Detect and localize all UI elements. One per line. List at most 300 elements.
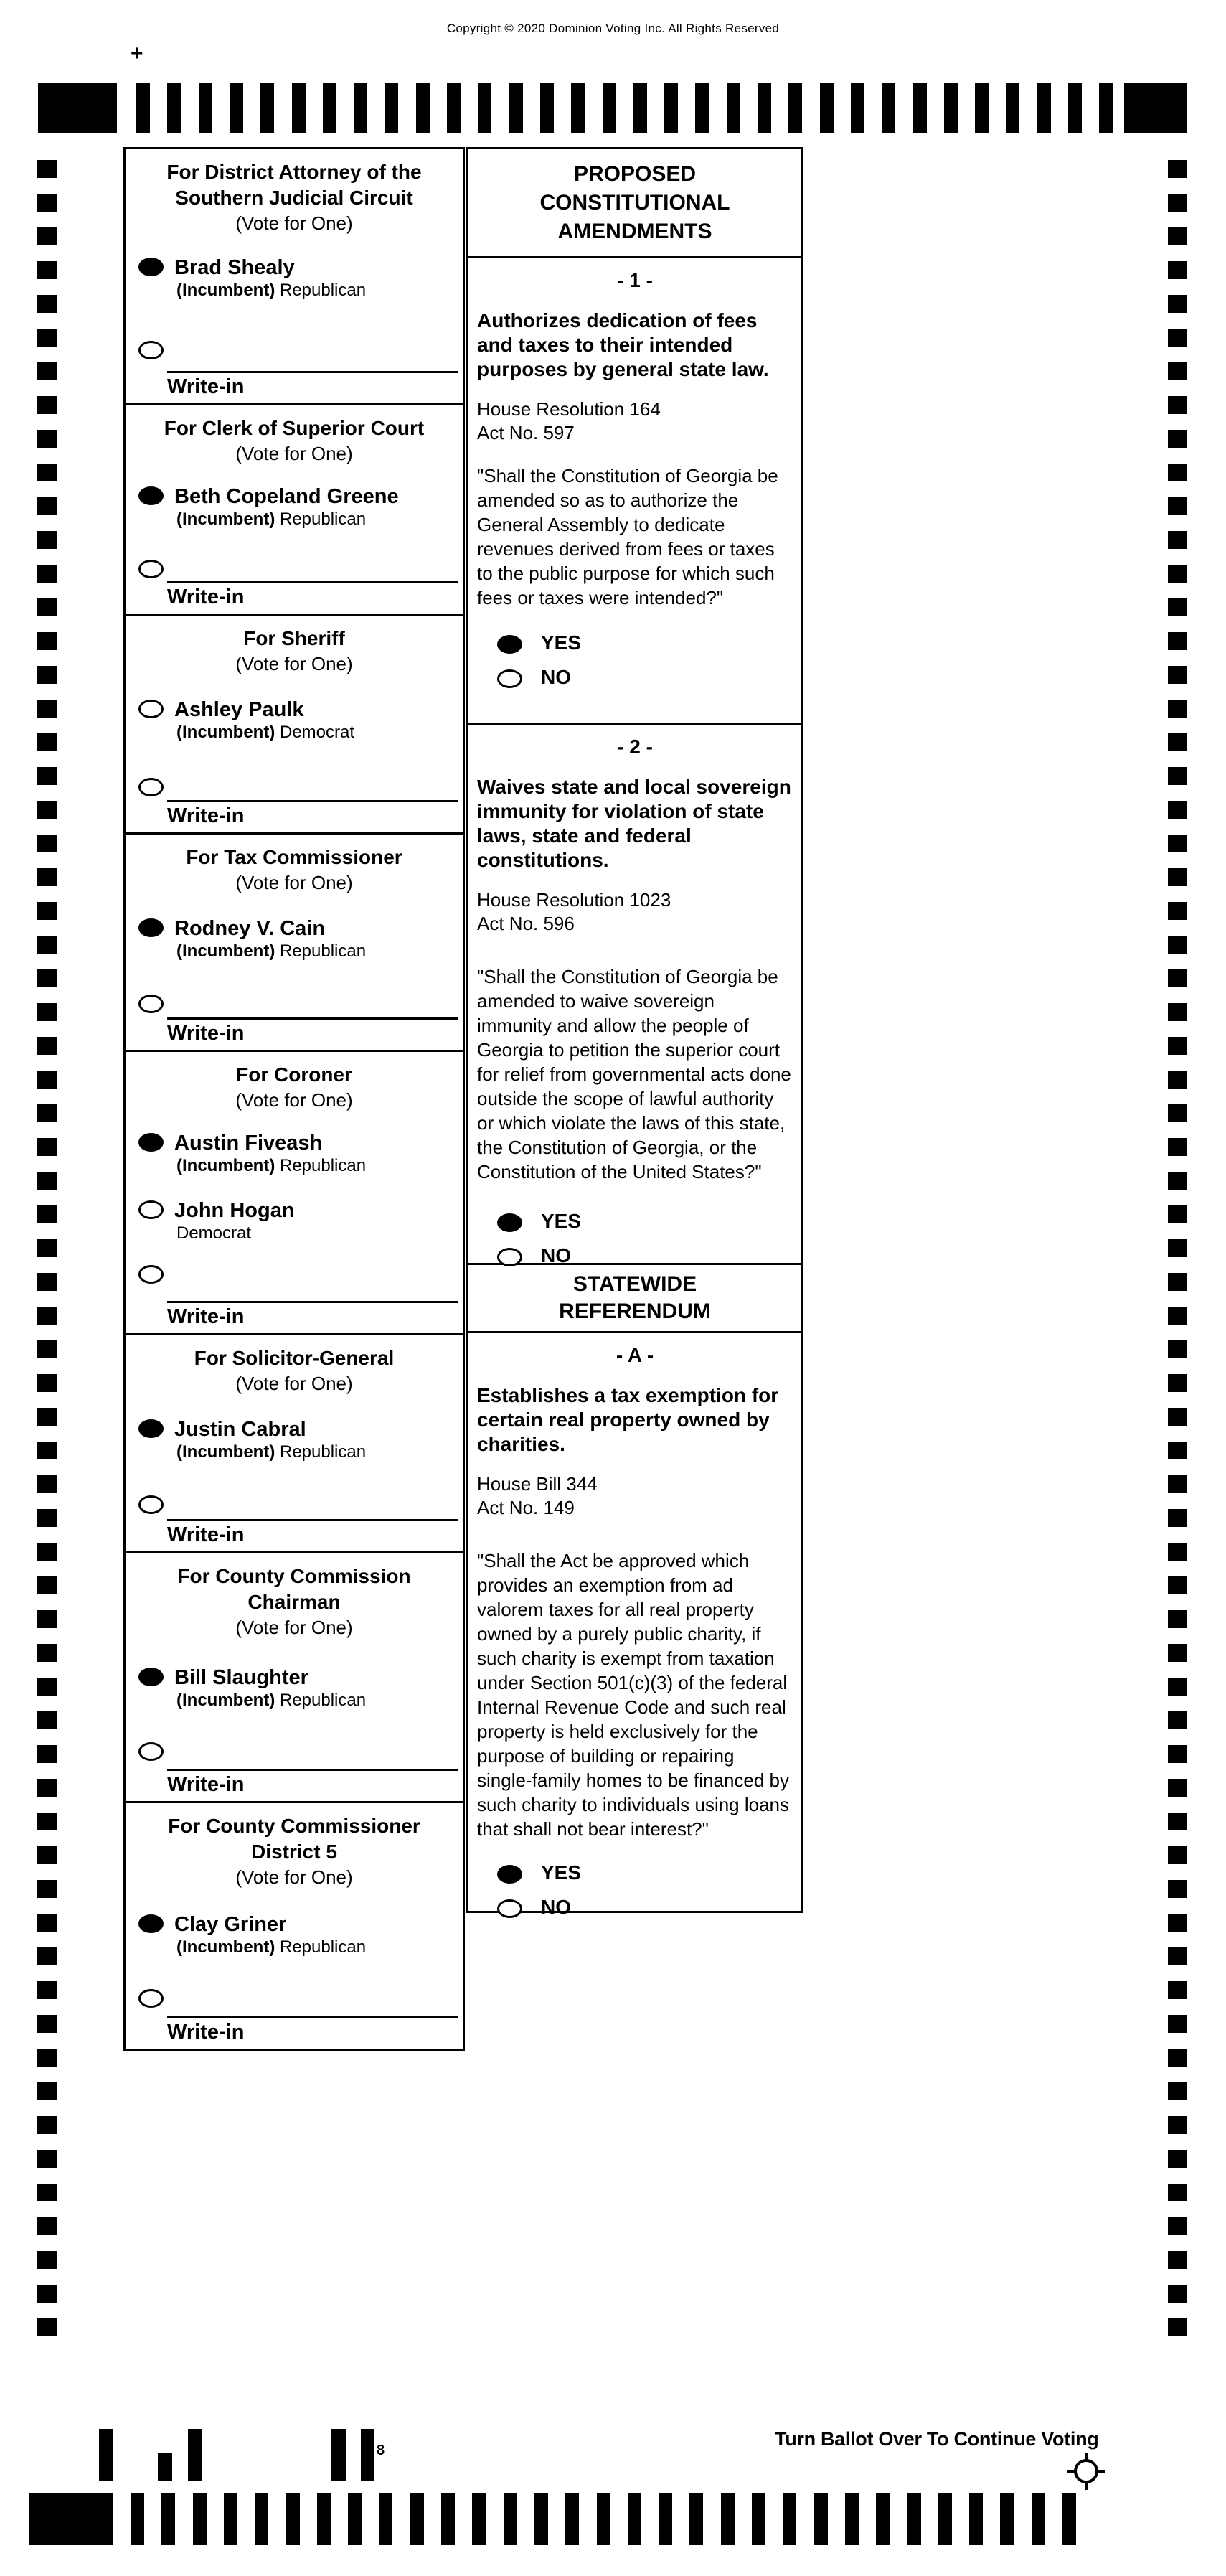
no-option-row <box>477 666 793 689</box>
contest-title: For Clerk of Superior Court <box>164 417 425 439</box>
write-in-label: Write-in <box>167 375 245 398</box>
candidate-party: (Incumbent) Republican <box>176 1937 367 1957</box>
contest-county-commissioner-district-5 <box>126 1803 463 2049</box>
timing-mark <box>1168 1779 1187 1797</box>
timing-mark <box>1168 2285 1187 2303</box>
yes-oval[interactable] <box>497 1865 522 1884</box>
contest-title: For Coroner <box>236 1063 352 1086</box>
timing-mark <box>633 83 647 133</box>
timing-mark <box>1168 632 1187 650</box>
timing-mark <box>820 83 834 133</box>
write-in-oval-row <box>126 1740 463 1764</box>
write-in-oval-row <box>126 1987 463 2011</box>
write-in-oval[interactable] <box>138 1989 164 2008</box>
candidate-name: John Hogan <box>174 1199 295 1222</box>
write-in-area[interactable] <box>167 581 458 609</box>
write-in-area[interactable] <box>167 1017 458 1045</box>
timing-mark <box>37 632 57 650</box>
timing-mark <box>1168 767 1187 785</box>
measure-summary: Authorizes dedication of fees and taxes to their intended purposes by general state law. <box>477 309 769 380</box>
timing-mark <box>1006 83 1019 133</box>
timing-mark <box>876 2493 890 2545</box>
timing-mark <box>37 902 57 920</box>
timing-mark <box>37 2116 57 2134</box>
contest-title: For Sheriff <box>243 627 345 649</box>
measures-column <box>466 147 803 1918</box>
plus-registration-mark: + <box>131 42 143 65</box>
timing-mark <box>37 936 57 954</box>
timing-mark <box>1168 1273 1187 1291</box>
timing-mark <box>1168 430 1187 448</box>
copyright-notice: Copyright © 2020 Dominion Voting Inc. All Rights Reserved <box>446 22 780 35</box>
contest-tax-commissioner <box>126 835 463 1052</box>
timing-mark <box>1168 2116 1187 2134</box>
timing-mark <box>37 1947 57 1965</box>
timing-mark <box>695 83 709 133</box>
measure-act-number: Act No. 597 <box>477 422 575 443</box>
timing-mark <box>385 83 398 133</box>
timing-mark <box>161 2493 175 2545</box>
timing-mark <box>1168 1711 1187 1729</box>
timing-mark <box>37 1071 57 1089</box>
candidate-party: (Incumbent) Democrat <box>176 723 355 742</box>
write-in-oval[interactable] <box>138 1265 164 1284</box>
timing-mark <box>1168 261 1187 279</box>
timing-mark <box>478 83 491 133</box>
timing-mark <box>37 464 57 481</box>
timing-mark <box>37 1846 57 1864</box>
timing-mark <box>1168 362 1187 380</box>
vote-for-instruction: (Vote for One) <box>235 1089 353 1111</box>
timing-mark <box>1168 1138 1187 1156</box>
timing-mark <box>37 1644 57 1662</box>
timing-mark <box>230 83 243 133</box>
timing-mark <box>1168 666 1187 684</box>
timing-mark <box>37 362 57 380</box>
timing-mark <box>1168 1307 1187 1325</box>
timing-mark <box>37 1745 57 1763</box>
timing-mark <box>1168 1610 1187 1628</box>
timing-mark <box>1168 1442 1187 1459</box>
no-label: NO <box>541 666 571 688</box>
candidate-oval[interactable] <box>138 258 164 276</box>
statewide-referendum-header-text: STATEWIDE REFERENDUM <box>559 1272 711 1323</box>
timing-mark <box>1168 497 1187 515</box>
write-in-oval[interactable] <box>138 778 164 796</box>
barcode-bar <box>99 2429 113 2481</box>
timing-mark <box>37 1307 57 1325</box>
write-in-oval[interactable] <box>138 341 164 359</box>
timing-mark <box>1168 565 1187 583</box>
timing-mark <box>37 1880 57 1898</box>
timing-mark <box>37 1711 57 1729</box>
candidate-party: Democrat <box>176 1223 252 1243</box>
candidate-row <box>126 1912 463 1958</box>
write-in-label: Write-in <box>167 1022 245 1045</box>
vote-for-instruction: (Vote for One) <box>235 653 353 674</box>
timing-mark <box>37 1340 57 1358</box>
timing-mark <box>1168 1678 1187 1696</box>
write-in-oval-row <box>126 1263 463 1287</box>
timing-mark <box>37 666 57 684</box>
timing-mark <box>1168 194 1187 212</box>
timing-mark <box>37 1779 57 1797</box>
timing-mark <box>37 1273 57 1291</box>
timing-mark <box>1168 2184 1187 2201</box>
timing-mark <box>37 1408 57 1426</box>
timing-mark <box>1168 1846 1187 1864</box>
write-in-oval[interactable] <box>138 560 164 578</box>
yes-oval[interactable] <box>497 1213 522 1232</box>
timing-mark <box>323 83 336 133</box>
write-in-label: Write-in <box>167 1523 245 1546</box>
timing-mark <box>37 1610 57 1628</box>
timing-mark <box>29 2493 113 2545</box>
candidate-name: Brad Shealy <box>174 256 295 279</box>
contest-title: For County Commission Chairman <box>177 1565 411 1613</box>
timing-mark <box>37 1374 57 1392</box>
contest-district-attorney <box>126 149 463 405</box>
timing-mark <box>1168 1205 1187 1223</box>
no-oval[interactable] <box>497 669 522 688</box>
timing-mark <box>348 2493 362 2545</box>
no-label: NO <box>541 1896 571 1918</box>
measure-references <box>477 888 793 936</box>
timing-mark <box>540 83 554 133</box>
timing-mark <box>354 83 367 133</box>
contest-solicitor-general <box>126 1335 463 1553</box>
timing-mark <box>1168 2015 1187 2033</box>
contest-sheriff <box>126 616 463 835</box>
candidate-row <box>126 484 463 530</box>
timing-mark <box>1168 396 1187 414</box>
timing-mark <box>1168 801 1187 819</box>
timing-mark <box>37 2184 57 2201</box>
candidate-name: Rodney V. Cain <box>174 917 326 940</box>
timing-mark <box>37 1813 57 1830</box>
barcode-bar <box>361 2429 374 2481</box>
timing-mark <box>37 1239 57 1257</box>
measure-resolution: House Resolution 164 <box>477 398 661 420</box>
barcode-bar <box>188 2429 202 2481</box>
right-timing-marks <box>1168 160 1187 2341</box>
timing-mark <box>131 2493 144 2545</box>
timing-mark <box>1168 160 1187 178</box>
timing-mark <box>37 733 57 751</box>
timing-mark <box>814 2493 828 2545</box>
write-in-area[interactable] <box>167 1769 458 1797</box>
candidate-party: (Incumbent) Republican <box>176 1156 367 1175</box>
timing-mark <box>1168 1543 1187 1561</box>
timing-mark <box>441 2493 455 2545</box>
candidate-row <box>126 916 463 962</box>
yes-option-row <box>477 1210 793 1233</box>
timing-mark <box>1168 2082 1187 2100</box>
timing-mark <box>1168 2049 1187 2067</box>
timing-mark <box>37 1543 57 1561</box>
timing-mark <box>975 83 989 133</box>
timing-mark <box>37 1442 57 1459</box>
vote-for-instruction: (Vote for One) <box>235 212 353 234</box>
timing-mark <box>37 396 57 414</box>
timing-mark <box>659 2493 672 2545</box>
timing-mark <box>38 83 117 133</box>
timing-mark <box>969 2493 983 2545</box>
no-oval[interactable] <box>497 1899 522 1918</box>
write-in-area[interactable] <box>167 1519 458 1547</box>
timing-mark <box>37 1037 57 1055</box>
vote-for-instruction: (Vote for One) <box>235 1617 353 1638</box>
timing-mark <box>851 83 864 133</box>
no-oval[interactable] <box>497 1248 522 1266</box>
timing-mark <box>37 1981 57 1999</box>
measure-question: "Shall the Act be approved which provides an exemption from ad valorem taxes for all real property owned by a purely public charity, if such charity is exempt from taxation under Section 501(c)(3) of the federal Internal Revenue Code and such real property is held exclusively for the purpose of building or repairing single-family homes to be financed by such charity to individuals using loans that shall not bear interest?" <box>477 1550 790 1840</box>
timing-mark <box>37 295 57 313</box>
candidate-oval[interactable] <box>138 1668 164 1686</box>
timing-mark <box>167 83 181 133</box>
measure-references <box>477 398 793 445</box>
timing-mark <box>944 83 958 133</box>
measure-act-number: Act No. 596 <box>477 913 575 934</box>
timing-mark <box>1168 1037 1187 1055</box>
timing-mark <box>37 969 57 987</box>
contest-clerk-superior-court <box>126 405 463 616</box>
measure-summary: Waives state and local sovereign immunity for violation of state laws, state and federal constitutions. <box>477 776 791 871</box>
candidate-party: (Incumbent) Republican <box>176 941 367 961</box>
no-option-row <box>477 1896 793 1919</box>
timing-mark <box>199 83 212 133</box>
timing-mark <box>193 2493 207 2545</box>
write-in-area[interactable] <box>167 1301 458 1329</box>
timing-mark <box>1168 936 1187 954</box>
timing-mark <box>37 329 57 347</box>
candidate-row <box>126 1665 463 1711</box>
timing-mark <box>37 1172 57 1190</box>
candidate-name: Justin Cabral <box>174 1418 306 1441</box>
timing-mark <box>565 2493 579 2545</box>
timing-mark <box>37 497 57 515</box>
write-in-oval-row <box>126 776 463 800</box>
yes-option-row <box>477 631 793 654</box>
measure-amendment-1 <box>468 258 801 725</box>
timing-mark <box>1168 295 1187 313</box>
timing-mark <box>37 2318 57 2336</box>
timing-mark <box>1168 598 1187 616</box>
timing-mark <box>1168 1509 1187 1527</box>
timing-mark <box>1168 2217 1187 2235</box>
write-in-area[interactable] <box>167 2016 458 2044</box>
timing-mark <box>37 2049 57 2067</box>
timing-mark <box>37 2217 57 2235</box>
vote-for-instruction: (Vote for One) <box>235 443 353 464</box>
no-label: NO <box>541 1244 571 1266</box>
timing-mark <box>37 565 57 583</box>
timing-mark <box>37 2082 57 2100</box>
timing-mark <box>913 83 927 133</box>
timing-mark <box>1168 2318 1187 2336</box>
bottom-timing-marks <box>29 2493 1148 2545</box>
write-in-oval-row <box>126 992 463 1017</box>
timing-mark <box>37 2285 57 2303</box>
timing-mark <box>1168 2150 1187 2168</box>
timing-mark <box>37 835 57 852</box>
candidate-row <box>126 697 463 743</box>
timing-mark <box>727 83 740 133</box>
timing-mark <box>37 1138 57 1156</box>
candidate-oval[interactable] <box>138 700 164 718</box>
timing-mark <box>37 227 57 245</box>
timing-mark <box>1168 1071 1187 1089</box>
vote-for-instruction: (Vote for One) <box>235 1373 353 1394</box>
timing-mark <box>1168 700 1187 718</box>
timing-mark <box>783 2493 796 2545</box>
timing-mark <box>1099 83 1113 133</box>
registration-crosshair-icon <box>1066 2451 1106 2495</box>
measure-bill: House Bill 344 <box>477 1473 598 1495</box>
write-in-area[interactable] <box>167 800 458 828</box>
amendments-header <box>468 149 801 258</box>
yes-option-row <box>477 1861 793 1884</box>
left-timing-marks <box>37 160 57 2341</box>
write-in-oval[interactable] <box>138 995 164 1013</box>
candidate-party: (Incumbent) Republican <box>176 509 367 529</box>
candidate-oval[interactable] <box>138 1914 164 1933</box>
timing-mark <box>286 2493 300 2545</box>
vote-for-instruction: (Vote for One) <box>235 1866 353 1888</box>
timing-mark <box>689 2493 703 2545</box>
measure-number: - A - <box>616 1344 654 1366</box>
timing-mark <box>1168 464 1187 481</box>
timing-mark <box>37 430 57 448</box>
measure-resolution: House Resolution 1023 <box>477 889 671 911</box>
write-in-label: Write-in <box>167 2021 245 2044</box>
timing-mark <box>1168 531 1187 549</box>
timing-mark <box>1168 969 1187 987</box>
measure-number: - 1 - <box>617 269 653 291</box>
candidate-name: Austin Fiveash <box>174 1132 323 1155</box>
candidate-party: (Incumbent) Republican <box>176 1442 367 1462</box>
timing-mark <box>416 83 430 133</box>
turn-ballot-over-text: Turn Ballot Over To Continue Voting <box>775 2428 1099 2450</box>
contest-column <box>123 147 465 2051</box>
yes-label: YES <box>541 1861 582 1884</box>
amendments-header-text: PROPOSED CONSTITUTIONAL AMENDMENTS <box>539 161 730 243</box>
measure-summary: Establishes a tax exemption for certain real property owned by charities. <box>477 1384 779 1455</box>
vote-for-instruction: (Vote for One) <box>235 872 353 893</box>
timing-mark <box>1168 1813 1187 1830</box>
timing-mark <box>907 2493 921 2545</box>
measure-amendment-2 <box>468 725 801 1265</box>
candidate-row <box>126 1131 463 1177</box>
timing-mark <box>37 1678 57 1696</box>
timing-mark <box>721 2493 735 2545</box>
timing-mark <box>882 83 895 133</box>
timing-mark <box>597 2493 610 2545</box>
candidate-oval[interactable] <box>138 486 164 505</box>
timing-mark <box>37 2150 57 2168</box>
timing-mark <box>37 700 57 718</box>
timing-mark <box>37 767 57 785</box>
write-in-label: Write-in <box>167 586 245 608</box>
timing-mark <box>1168 1947 1187 1965</box>
timing-mark <box>1124 83 1187 133</box>
timing-mark <box>1168 835 1187 852</box>
write-in-oval-row <box>126 558 463 582</box>
measure-number: - 2 - <box>617 735 653 758</box>
timing-mark <box>1168 1172 1187 1190</box>
candidate-oval[interactable] <box>138 918 164 937</box>
write-in-label: Write-in <box>167 1305 245 1328</box>
candidate-oval[interactable] <box>138 1200 164 1219</box>
timing-mark <box>37 598 57 616</box>
candidate-name: Bill Slaughter <box>174 1666 308 1689</box>
candidate-oval[interactable] <box>138 1133 164 1152</box>
contest-county-commission-chairman <box>126 1553 463 1803</box>
timing-mark <box>37 261 57 279</box>
timing-mark <box>1168 1104 1187 1122</box>
write-in-oval[interactable] <box>138 1495 164 1514</box>
write-in-oval-row <box>126 1493 463 1518</box>
timing-mark <box>1168 1475 1187 1493</box>
timing-mark <box>1168 1340 1187 1358</box>
write-in-label: Write-in <box>167 804 245 827</box>
timing-mark <box>845 2493 859 2545</box>
timing-mark <box>664 83 678 133</box>
yes-label: YES <box>541 631 582 654</box>
timing-mark <box>571 83 585 133</box>
timing-mark <box>1168 1003 1187 1021</box>
yes-oval[interactable] <box>497 635 522 654</box>
timing-mark <box>37 868 57 886</box>
write-in-oval[interactable] <box>138 1742 164 1761</box>
candidate-oval[interactable] <box>138 1419 164 1438</box>
timing-mark <box>1168 902 1187 920</box>
timing-mark <box>758 83 771 133</box>
timing-mark <box>1068 83 1082 133</box>
timing-mark <box>603 83 616 133</box>
timing-mark <box>1037 83 1051 133</box>
timing-mark <box>938 2493 952 2545</box>
timing-mark <box>1168 2251 1187 2269</box>
timing-mark <box>1168 868 1187 886</box>
timing-mark <box>379 2493 392 2545</box>
measure-question: "Shall the Constitution of Georgia be amended to waive sovereign immunity and allow the people of Georgia to petition the superior court for relief from governmental acts done outside the scope of lawful authority or which violate the laws of this state, the Constitution of Georgia, or the Constitution of the United States?" <box>477 966 791 1183</box>
timing-mark <box>37 1003 57 1021</box>
barcode-glyph: 8 <box>377 2443 385 2458</box>
timing-mark <box>1062 2493 1076 2545</box>
write-in-area[interactable] <box>167 371 458 399</box>
timing-mark <box>37 1475 57 1493</box>
timing-mark <box>628 2493 641 2545</box>
candidate-row <box>126 255 463 301</box>
timing-mark <box>37 531 57 549</box>
timing-mark <box>1168 1408 1187 1426</box>
write-in-oval-row <box>126 339 463 363</box>
barcode-bar <box>331 2429 346 2481</box>
timing-mark <box>472 2493 486 2545</box>
timing-mark <box>1168 1880 1187 1898</box>
timing-mark <box>37 194 57 212</box>
timing-mark <box>1168 1644 1187 1662</box>
timing-mark <box>37 1104 57 1122</box>
timing-mark <box>37 2015 57 2033</box>
yes-label: YES <box>541 1210 582 1232</box>
timing-mark <box>1000 2493 1014 2545</box>
timing-mark <box>292 83 306 133</box>
timing-mark <box>37 801 57 819</box>
timing-mark <box>534 2493 548 2545</box>
timing-mark <box>317 2493 331 2545</box>
